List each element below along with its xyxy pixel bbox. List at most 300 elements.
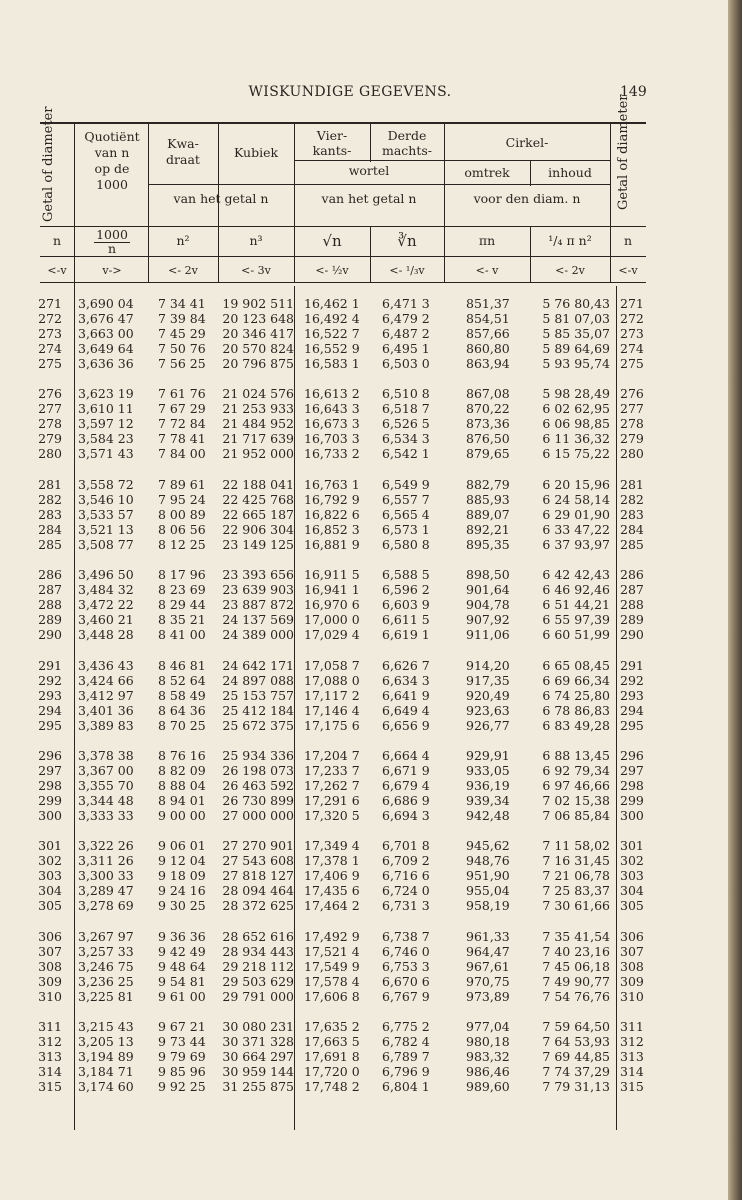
table-cell: 3,257 33 bbox=[78, 943, 134, 959]
col-divider-1 bbox=[74, 122, 75, 1130]
table-cell: 870,22 bbox=[466, 401, 510, 417]
table-cell: 6,503 0 bbox=[382, 356, 430, 371]
table-cell: 17,175 6 bbox=[304, 717, 360, 733]
table-cell: 6,679 4 bbox=[382, 778, 430, 793]
table-cell: 9 67 21 bbox=[158, 1019, 206, 1035]
table-cell: 882,79 bbox=[466, 476, 510, 492]
table-cell: 302 bbox=[620, 853, 644, 869]
table-cell: 315 bbox=[620, 1079, 644, 1095]
table-cell: 892,21 bbox=[466, 521, 510, 537]
column-area bbox=[534, 748, 610, 823]
table-cell: 16,613 2 bbox=[304, 386, 360, 402]
table-cell: 7 39 84 bbox=[158, 311, 206, 326]
table-cell: 24 389 000 bbox=[222, 627, 294, 643]
table-cell: 17,521 4 bbox=[304, 943, 360, 959]
table-cell: 977,04 bbox=[466, 1019, 510, 1035]
table-cell: 6,686 9 bbox=[382, 793, 430, 808]
header-kubiek: Kubiek bbox=[233, 145, 279, 160]
diff-2: v-> bbox=[102, 264, 122, 277]
table-cell: 926,77 bbox=[466, 717, 510, 733]
table-cell: 16,522 7 bbox=[304, 326, 360, 341]
column-cu bbox=[220, 1019, 294, 1094]
table-cell: 7 74 37,29 bbox=[542, 1064, 610, 1080]
diff-1: <-v bbox=[47, 264, 67, 277]
column-sqrt bbox=[304, 929, 366, 1004]
table-cell: 6,565 4 bbox=[382, 506, 430, 522]
table-cell: 6,611 5 bbox=[382, 612, 430, 628]
table-cell: 27 270 901 bbox=[222, 838, 294, 854]
table-cell: 16,462 1 bbox=[304, 296, 360, 311]
table-cell: 26 463 592 bbox=[222, 778, 294, 793]
column-n bbox=[34, 296, 62, 371]
table-cell: 6,580 8 bbox=[382, 536, 430, 552]
table-cell: 22 188 041 bbox=[222, 476, 294, 492]
table-cell: 289 bbox=[38, 612, 62, 628]
diff-7: <- v bbox=[475, 264, 499, 277]
table-cell: 3,663 00 bbox=[78, 326, 134, 341]
table-cell: 9 12 04 bbox=[158, 853, 206, 869]
header-rule-2 bbox=[40, 226, 646, 227]
table-cell: 7 67 29 bbox=[158, 401, 206, 417]
column-sqrt bbox=[304, 296, 366, 371]
table-cell: 7 50 76 bbox=[158, 341, 206, 356]
table-cell: 25 412 184 bbox=[222, 702, 294, 718]
table-cell: 276 bbox=[38, 386, 62, 402]
table-cell: 25 672 375 bbox=[222, 717, 294, 733]
table-cell: 9 36 36 bbox=[158, 928, 206, 944]
table-cell: 286 bbox=[38, 567, 62, 583]
table-cell: 973,89 bbox=[466, 988, 510, 1004]
column-q bbox=[78, 477, 142, 552]
column-q bbox=[78, 296, 142, 371]
table-cell: 961,33 bbox=[466, 928, 510, 944]
table-cell: 6 74 25,80 bbox=[542, 687, 610, 703]
table-cell: 16,941 1 bbox=[304, 582, 360, 598]
col-divider-4b bbox=[294, 286, 295, 1130]
table-cell: 967,61 bbox=[466, 958, 510, 974]
table-cell: 16,643 3 bbox=[304, 401, 360, 417]
table-cell: 17,720 0 bbox=[304, 1064, 360, 1080]
table-cell: 3,300 33 bbox=[78, 868, 134, 884]
table-cell: 3,267 97 bbox=[78, 928, 134, 944]
table-cell: 17,320 5 bbox=[304, 808, 360, 823]
table-cell: 885,93 bbox=[466, 491, 510, 507]
table-cell: 298 bbox=[620, 778, 644, 793]
column-n-right bbox=[620, 296, 650, 371]
table-cell: 3,436 43 bbox=[78, 657, 134, 673]
table-cell: 3,649 64 bbox=[78, 341, 134, 356]
table-cell: 281 bbox=[620, 476, 644, 492]
table-cell: 271 bbox=[620, 296, 644, 311]
table-cell: 7 79 31,13 bbox=[542, 1079, 610, 1095]
table-cell: 6 15 75,22 bbox=[542, 446, 610, 462]
diff-4: <- 3v bbox=[241, 264, 271, 277]
table-cell: 7 89 61 bbox=[158, 476, 206, 492]
table-cell: 6,716 6 bbox=[382, 868, 430, 884]
table-cell: 17,464 2 bbox=[304, 898, 360, 914]
table-cell: 17,691 8 bbox=[304, 1049, 360, 1065]
table-cell: 23 887 872 bbox=[222, 597, 294, 613]
table-cell: 22 906 304 bbox=[222, 521, 294, 537]
table-cell: 17,748 2 bbox=[304, 1079, 360, 1095]
table-cell: 30 664 297 bbox=[222, 1049, 294, 1065]
table-cell: 17,088 0 bbox=[304, 672, 360, 688]
table-cell: 16,911 5 bbox=[304, 567, 360, 583]
table-cell: 6,731 3 bbox=[382, 898, 430, 914]
table-cell: 6,649 4 bbox=[382, 702, 430, 718]
table-cell: 275 bbox=[38, 356, 62, 371]
table-cell: 309 bbox=[620, 973, 644, 989]
table-cell: 17,635 2 bbox=[304, 1019, 360, 1035]
table-cell: 26 198 073 bbox=[222, 763, 294, 778]
table-cell: 287 bbox=[38, 582, 62, 598]
table-cell: 7 40 23,16 bbox=[542, 943, 610, 959]
table-cell: 31 255 875 bbox=[222, 1079, 294, 1095]
table-cell: 989,60 bbox=[466, 1079, 510, 1095]
table-cell: 29 791 000 bbox=[222, 988, 294, 1004]
table-cell: 21 253 933 bbox=[222, 401, 294, 417]
table-cell: 3,205 13 bbox=[78, 1034, 134, 1050]
table-cell: 295 bbox=[620, 717, 644, 733]
table-cell: 964,47 bbox=[466, 943, 510, 959]
table-cell: 7 16 31,45 bbox=[542, 853, 610, 869]
formula-cbrt: ∛n bbox=[397, 232, 417, 250]
table-cell: 854,51 bbox=[466, 311, 510, 326]
table-cell: 284 bbox=[38, 521, 62, 537]
table-cell: 6,588 5 bbox=[382, 567, 430, 583]
table-cell: 17,000 0 bbox=[304, 612, 360, 628]
table-cell: 873,36 bbox=[466, 416, 510, 432]
table-cell: 3,355 70 bbox=[78, 778, 134, 793]
table-cell: 293 bbox=[38, 687, 62, 703]
table-cell: 8 35 21 bbox=[158, 612, 206, 628]
table-cell: 920,49 bbox=[466, 687, 510, 703]
table-cell: 8 52 64 bbox=[158, 672, 206, 688]
column-area bbox=[534, 1019, 610, 1094]
table-cell: 6 55 97,39 bbox=[542, 612, 610, 628]
header-vierkants-2: kants- bbox=[312, 143, 352, 158]
table-cell: 6,549 9 bbox=[382, 476, 430, 492]
table-cell: 28 652 616 bbox=[222, 928, 294, 944]
col-divider-8b bbox=[616, 286, 617, 1130]
header-getal-right: Getal of diameter bbox=[616, 94, 631, 210]
column-area bbox=[534, 296, 610, 371]
table-cell: 8 76 16 bbox=[158, 748, 206, 763]
table-cell: 315 bbox=[38, 1079, 62, 1095]
table-cell: 304 bbox=[620, 883, 644, 899]
table-cell: 6,709 2 bbox=[382, 853, 430, 869]
table-cell: 305 bbox=[38, 898, 62, 914]
column-pin bbox=[466, 658, 518, 733]
table-cell: 6 69 66,34 bbox=[542, 672, 610, 688]
table-cell: 851,37 bbox=[466, 296, 510, 311]
table-cell: 293 bbox=[620, 687, 644, 703]
table-cell: 283 bbox=[620, 506, 644, 522]
column-cbrt bbox=[382, 838, 438, 913]
table-cell: 17,262 7 bbox=[304, 778, 360, 793]
table-cell: 278 bbox=[38, 416, 62, 432]
table-cell: 3,389 83 bbox=[78, 717, 134, 733]
table-cell: 3,236 25 bbox=[78, 973, 134, 989]
table-cell: 5 89 64,69 bbox=[542, 341, 610, 356]
table-cell: 3,311 26 bbox=[78, 853, 134, 869]
diff-8: <- 2v bbox=[555, 264, 585, 277]
table-cell: 6,518 7 bbox=[382, 401, 430, 417]
header-rule-3 bbox=[40, 256, 646, 257]
table-cell: 6 60 51,99 bbox=[542, 627, 610, 643]
table-cell: 16,703 3 bbox=[304, 431, 360, 447]
table-cell: 9 73 44 bbox=[158, 1034, 206, 1050]
table-cell: 17,291 6 bbox=[304, 793, 360, 808]
table-cell: 308 bbox=[38, 958, 62, 974]
table-cell: 294 bbox=[620, 702, 644, 718]
table-cell: 6,603 9 bbox=[382, 597, 430, 613]
table-cell: 292 bbox=[620, 672, 644, 688]
table-cell: 291 bbox=[620, 657, 644, 673]
table-cell: 3,412 97 bbox=[78, 687, 134, 703]
diff-6: <- ¹/₃v bbox=[389, 264, 425, 277]
column-cu bbox=[220, 477, 294, 552]
header-kwadraat-2: draat bbox=[166, 152, 200, 167]
table-cell: 20 346 417 bbox=[222, 326, 294, 341]
table-cell: 30 959 144 bbox=[222, 1064, 294, 1080]
header-van-het-getal-1: van het getal n bbox=[173, 191, 269, 206]
table-cell: 923,63 bbox=[466, 702, 510, 718]
table-cell: 889,07 bbox=[466, 506, 510, 522]
table-cell: 280 bbox=[620, 446, 644, 462]
table-cell: 311 bbox=[38, 1019, 62, 1035]
table-cell: 301 bbox=[38, 838, 62, 854]
column-sqrt bbox=[304, 748, 366, 823]
table-cell: 297 bbox=[620, 763, 644, 778]
table-cell: 3,496 50 bbox=[78, 567, 134, 583]
table-cell: 306 bbox=[38, 928, 62, 944]
table-cell: 17,117 2 bbox=[304, 687, 360, 703]
column-cu bbox=[220, 929, 294, 1004]
header-cirkel: Cirkel- bbox=[505, 135, 549, 150]
table-cell: 3,246 75 bbox=[78, 958, 134, 974]
table-cell: 7 45 06,18 bbox=[542, 958, 610, 974]
table-cell: 6,670 6 bbox=[382, 973, 430, 989]
column-n-right bbox=[620, 567, 650, 642]
table-cell: 3,184 71 bbox=[78, 1064, 134, 1080]
table-cell: 8 64 36 bbox=[158, 702, 206, 718]
column-sq bbox=[158, 1019, 214, 1094]
table-cell: 280 bbox=[38, 446, 62, 462]
table-cell: 6 02 62,95 bbox=[542, 401, 610, 417]
table-cell: 17,146 4 bbox=[304, 702, 360, 718]
table-cell: 306 bbox=[620, 928, 644, 944]
table-cell: 6,471 3 bbox=[382, 296, 430, 311]
table-cell: 283 bbox=[38, 506, 62, 522]
book-spine-edge bbox=[728, 0, 742, 1200]
table-cell: 21 717 639 bbox=[222, 431, 294, 447]
table-cell: 6 78 86,83 bbox=[542, 702, 610, 718]
table-cell: 6,753 3 bbox=[382, 958, 430, 974]
table-cell: 860,80 bbox=[466, 341, 510, 356]
table-cell: 8 94 01 bbox=[158, 793, 206, 808]
table-cell: 23 393 656 bbox=[222, 567, 294, 583]
table-cell: 7 02 15,38 bbox=[542, 793, 610, 808]
table-cell: 8 58 49 bbox=[158, 687, 206, 703]
column-pin bbox=[466, 296, 518, 371]
table-cell: 9 06 01 bbox=[158, 838, 206, 854]
table-cell: 7 06 85,84 bbox=[542, 808, 610, 823]
table-cell: 9 85 96 bbox=[158, 1064, 206, 1080]
header-rule-1 bbox=[294, 160, 444, 161]
formula-n-right: n bbox=[623, 233, 633, 248]
table-cell: 17,606 8 bbox=[304, 988, 360, 1004]
table-cell: 8 46 81 bbox=[158, 657, 206, 673]
table-cell: 17,058 7 bbox=[304, 657, 360, 673]
table-cell: 294 bbox=[38, 702, 62, 718]
table-cell: 272 bbox=[38, 311, 62, 326]
table-cell: 3,508 77 bbox=[78, 536, 134, 552]
table-cell: 986,46 bbox=[466, 1064, 510, 1080]
table-cell: 6,557 7 bbox=[382, 491, 430, 507]
table-cell: 7 59 64,50 bbox=[542, 1019, 610, 1035]
table-cell: 3,472 22 bbox=[78, 597, 134, 613]
table-cell: 6 20 15,96 bbox=[542, 476, 610, 492]
column-n bbox=[34, 477, 62, 552]
table-cell: 25 153 757 bbox=[222, 687, 294, 703]
column-area bbox=[534, 929, 610, 1004]
table-cell: 3,610 11 bbox=[78, 401, 134, 417]
table-cell: 3,289 47 bbox=[78, 883, 134, 899]
table-cell: 313 bbox=[38, 1049, 62, 1065]
column-sq bbox=[158, 567, 214, 642]
table-cell: 27 000 000 bbox=[222, 808, 294, 823]
header-omtrek: omtrek bbox=[464, 165, 510, 180]
table-cell: 7 21 06,78 bbox=[542, 868, 610, 884]
table-cell: 274 bbox=[38, 341, 62, 356]
header-quotient-1: Quotiënt bbox=[84, 129, 140, 144]
table-cell: 904,78 bbox=[466, 597, 510, 613]
table-cell: 907,92 bbox=[466, 612, 510, 628]
table-cell: 6 97 46,66 bbox=[542, 778, 610, 793]
column-cbrt bbox=[382, 929, 438, 1004]
table-cell: 6,534 3 bbox=[382, 431, 430, 447]
column-pin bbox=[466, 1019, 518, 1094]
table-cell: 3,584 23 bbox=[78, 431, 134, 447]
formula-pin: πn bbox=[478, 233, 496, 248]
table-cell: 970,75 bbox=[466, 973, 510, 989]
table-cell: 867,08 bbox=[466, 386, 510, 402]
table-cell: 9 79 69 bbox=[158, 1049, 206, 1065]
table-cell: 282 bbox=[620, 491, 644, 507]
header-quotient-2: van n bbox=[94, 145, 130, 160]
column-n bbox=[34, 567, 62, 642]
column-cbrt bbox=[382, 477, 438, 552]
table-cell: 5 85 35,07 bbox=[542, 326, 610, 341]
table-cell: 303 bbox=[38, 868, 62, 884]
table-cell: 309 bbox=[38, 973, 62, 989]
table-cell: 6,804 1 bbox=[382, 1079, 430, 1095]
table-cell: 25 934 336 bbox=[222, 748, 294, 763]
table-cell: 21 024 576 bbox=[222, 386, 294, 402]
table-cell: 6,526 5 bbox=[382, 416, 430, 432]
table-cell: 3,378 38 bbox=[78, 748, 134, 763]
table-cell: 3,690 04 bbox=[78, 296, 134, 311]
table-cell: 6,656 9 bbox=[382, 717, 430, 733]
table-cell: 9 30 25 bbox=[158, 898, 206, 914]
column-n bbox=[34, 838, 62, 913]
table-cell: 7 25 83,37 bbox=[542, 883, 610, 899]
table-cell: 3,636 36 bbox=[78, 356, 134, 371]
table-cell: 16,852 3 bbox=[304, 521, 360, 537]
column-cbrt bbox=[382, 386, 438, 461]
table-cell: 308 bbox=[620, 958, 644, 974]
table-cell: 6 51 44,21 bbox=[542, 597, 610, 613]
table-cell: 16,881 9 bbox=[304, 536, 360, 552]
table-cell: 9 18 09 bbox=[158, 868, 206, 884]
table-cell: 19 902 511 bbox=[222, 296, 294, 311]
table-cell: 6,775 2 bbox=[382, 1019, 430, 1035]
column-cbrt bbox=[382, 1019, 438, 1094]
formula-quot-den: n bbox=[107, 241, 117, 256]
table-cell: 3,367 00 bbox=[78, 763, 134, 778]
table-cell: 16,583 1 bbox=[304, 356, 360, 371]
column-area bbox=[534, 658, 610, 733]
diff-9: <-v bbox=[618, 264, 638, 277]
table-cell: 9 24 16 bbox=[158, 883, 206, 899]
column-cu bbox=[220, 386, 294, 461]
table-cell: 6,479 2 bbox=[382, 311, 430, 326]
column-q bbox=[78, 567, 142, 642]
col-divider-8 bbox=[610, 122, 611, 282]
table-cell: 5 81 07,03 bbox=[542, 311, 610, 326]
table-cell: 939,34 bbox=[466, 793, 510, 808]
table-cell: 3,546 10 bbox=[78, 491, 134, 507]
table-cell: 9 48 64 bbox=[158, 958, 206, 974]
table-cell: 7 34 41 bbox=[158, 296, 206, 311]
table-cell: 7 78 41 bbox=[158, 431, 206, 447]
table-cell: 17,233 7 bbox=[304, 763, 360, 778]
table-cell: 6 06 98,85 bbox=[542, 416, 610, 432]
header-quotient-3: op de bbox=[94, 161, 130, 176]
header-van-het-getal-2: van het getal n bbox=[321, 191, 417, 206]
column-n-right bbox=[620, 477, 650, 552]
column-sqrt bbox=[304, 386, 366, 461]
table-cell: 286 bbox=[620, 567, 644, 583]
table-cell: 863,94 bbox=[466, 356, 510, 371]
table-cell: 20 570 824 bbox=[222, 341, 294, 356]
column-n bbox=[34, 386, 62, 461]
table-cell: 16,792 9 bbox=[304, 491, 360, 507]
table-cell: 16,970 6 bbox=[304, 597, 360, 613]
table-cell: 297 bbox=[38, 763, 62, 778]
table-cell: 292 bbox=[38, 672, 62, 688]
table-cell: 30 371 328 bbox=[222, 1034, 294, 1050]
table-cell: 17,663 5 bbox=[304, 1034, 360, 1050]
table-cell: 7 72 84 bbox=[158, 416, 206, 432]
table-cell: 6,542 1 bbox=[382, 446, 430, 462]
table-cell: 6 24 58,14 bbox=[542, 491, 610, 507]
column-sqrt bbox=[304, 1019, 366, 1094]
table-cell: 917,35 bbox=[466, 672, 510, 688]
table-cell: 272 bbox=[620, 311, 644, 326]
header-voor-den-diam: voor den diam. n bbox=[473, 191, 581, 206]
column-sqrt bbox=[304, 658, 366, 733]
table-cell: 298 bbox=[38, 778, 62, 793]
column-pin bbox=[466, 929, 518, 1004]
table-cell: 6,495 1 bbox=[382, 341, 430, 356]
column-cu bbox=[220, 838, 294, 913]
table-cell: 6,724 0 bbox=[382, 883, 430, 899]
table-cell: 3,424 66 bbox=[78, 672, 134, 688]
table-cell: 7 56 25 bbox=[158, 356, 206, 371]
column-sq bbox=[158, 386, 214, 461]
